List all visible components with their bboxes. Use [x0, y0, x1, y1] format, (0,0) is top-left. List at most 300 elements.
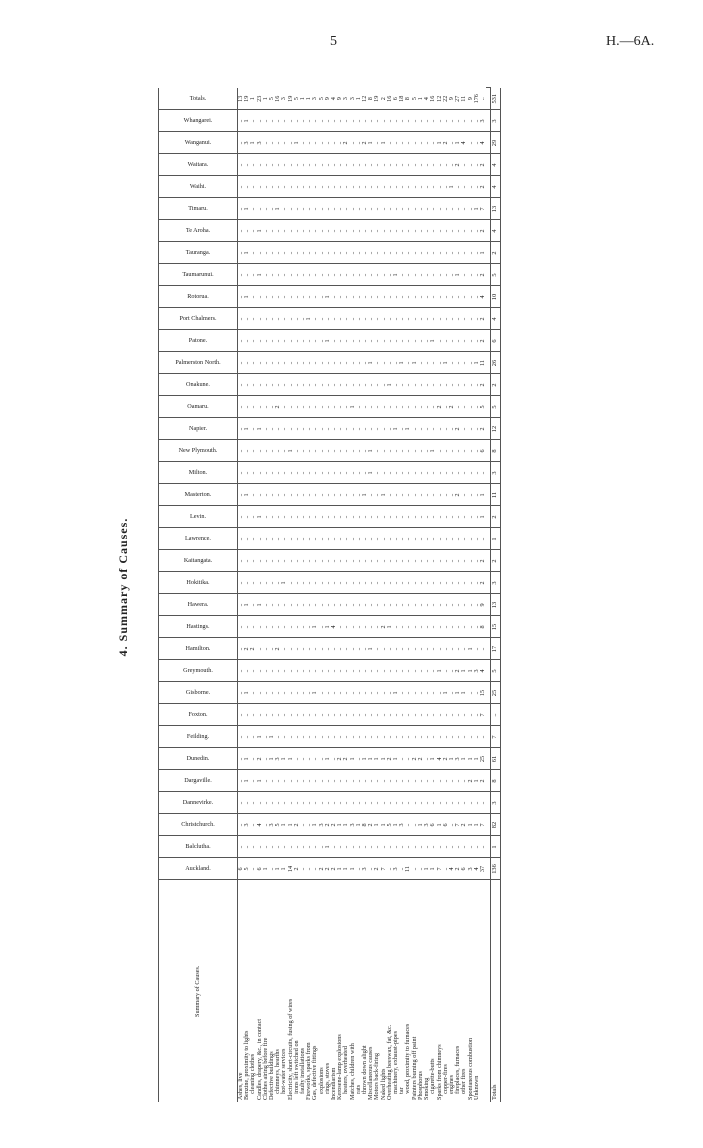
value-cell: ..: [424, 396, 430, 418]
value-cell: ..: [443, 858, 449, 880]
value-cell: ..: [387, 506, 393, 528]
cause-cell: Electricity, short-circuits, fusing of wires: [288, 880, 294, 1102]
value-cell: ..: [412, 682, 418, 704]
value-cell: ..: [250, 286, 256, 308]
value-cell: ..: [343, 220, 349, 242]
value-cell: ..: [238, 418, 245, 440]
value-cell: 2: [437, 396, 443, 418]
value-cell: ..: [269, 132, 275, 154]
value-cell: ..: [474, 374, 480, 396]
value-cell: ..: [325, 374, 331, 396]
value-cell: 3: [491, 110, 501, 132]
value-cell: ..: [281, 528, 287, 550]
value-cell: ..: [412, 506, 418, 528]
value-cell: ..: [343, 550, 349, 572]
value-cell: 2: [374, 858, 380, 880]
value-cell: ..: [250, 154, 256, 176]
value-cell: ..: [424, 660, 430, 682]
column-header-label: Timaru.: [188, 204, 208, 212]
value-cell: ..: [387, 836, 393, 858]
value-cell: ..: [449, 770, 455, 792]
value-cell: ..: [418, 638, 424, 660]
value-cell: ..: [319, 616, 325, 638]
value-cell: 1: [418, 88, 424, 110]
value-cell: 4: [257, 814, 263, 836]
value-cell: ..: [399, 176, 405, 198]
value-cell: ..: [362, 242, 368, 264]
cause-cell: hot-water services: [281, 880, 287, 1102]
value-cell: ..: [343, 616, 349, 638]
value-cell: 1: [350, 748, 356, 770]
value-cell: ..: [412, 286, 418, 308]
value-cell: 4: [474, 858, 480, 880]
value-cell: ..: [381, 198, 387, 220]
value-cell: ..: [337, 418, 343, 440]
value-cell: 11: [461, 88, 467, 110]
value-cell: 1: [325, 616, 331, 638]
value-cell: ..: [399, 616, 405, 638]
value-cell: ..: [306, 682, 312, 704]
value-cell: ..: [387, 440, 393, 462]
value-cell: ..: [387, 484, 393, 506]
value-cell: ..: [281, 660, 287, 682]
value-cell: ..: [418, 242, 424, 264]
value-cell: 4: [331, 616, 337, 638]
value-cell: ..: [468, 594, 474, 616]
value-cell: ..: [300, 726, 306, 748]
value-cell: ..: [461, 220, 467, 242]
value-cell: ..: [368, 198, 374, 220]
value-cell: 1: [468, 638, 474, 660]
value-cell: ..: [294, 638, 300, 660]
value-cell: 7: [480, 704, 486, 726]
value-cell: ..: [430, 198, 436, 220]
value-cell: ..: [337, 660, 343, 682]
value-cell: 1: [468, 748, 474, 770]
value-cell: ..: [281, 220, 287, 242]
value-cell: ..: [449, 484, 455, 506]
value-cell: ..: [461, 418, 467, 440]
value-cell: ..: [331, 682, 337, 704]
value-cell: ..: [238, 110, 245, 132]
value-cell: ..: [424, 110, 430, 132]
value-cell: ..: [449, 440, 455, 462]
value-cell: ..: [468, 572, 474, 594]
value-cell: ..: [362, 660, 368, 682]
column-header: [159, 132, 238, 154]
value-cell: 11: [405, 858, 411, 880]
value-cell: ..: [387, 154, 393, 176]
value-cell: 5: [269, 88, 275, 110]
value-cell: ..: [399, 748, 405, 770]
value-cell: 2: [455, 154, 461, 176]
value-cell: ..: [275, 308, 281, 330]
value-cell: ..: [300, 682, 306, 704]
value-cell: ..: [244, 176, 250, 198]
value-cell: ..: [288, 286, 294, 308]
value-cell: 5: [275, 814, 281, 836]
value-cell: ..: [350, 462, 356, 484]
value-cell: ..: [443, 220, 449, 242]
value-cell: ..: [325, 484, 331, 506]
value-cell: ..: [474, 132, 480, 154]
value-cell: ..: [294, 506, 300, 528]
value-cell: ..: [430, 506, 436, 528]
value-cell: ..: [461, 330, 467, 352]
value-cell: ..: [412, 220, 418, 242]
value-cell: ..: [387, 550, 393, 572]
value-cell: ..: [418, 176, 424, 198]
cause-cell: chimneys, hearths: [275, 880, 281, 1102]
value-cell: ..: [281, 550, 287, 572]
column-header: [159, 506, 238, 528]
value-cell: ..: [306, 726, 312, 748]
value-cell: ..: [319, 770, 325, 792]
value-cell: 2: [480, 176, 486, 198]
value-cell: ..: [288, 176, 294, 198]
value-cell: ..: [393, 352, 399, 374]
value-cell: ..: [350, 308, 356, 330]
value-cell: ..: [281, 440, 287, 462]
value-cell: ..: [250, 506, 256, 528]
value-cell: ..: [449, 682, 455, 704]
value-cell: ..: [306, 814, 312, 836]
value-cell: ..: [449, 264, 455, 286]
value-cell: ..: [412, 792, 418, 814]
value-cell: ..: [412, 264, 418, 286]
value-cell: 5: [491, 660, 501, 682]
value-cell: ..: [405, 396, 411, 418]
value-cell: 7: [480, 814, 486, 836]
column-header: [159, 286, 238, 308]
value-cell: ..: [455, 440, 461, 462]
value-cell: ..: [257, 616, 263, 638]
value-cell: 1: [257, 264, 263, 286]
value-cell: ..: [399, 858, 405, 880]
value-cell: ..: [244, 792, 250, 814]
value-cell: ..: [343, 462, 349, 484]
value-cell: ..: [412, 330, 418, 352]
value-cell: ..: [437, 418, 443, 440]
cause-cell: cigarette-butts: [430, 880, 436, 1102]
value-cell: ..: [337, 616, 343, 638]
value-cell: ..: [412, 396, 418, 418]
value-cell: 5: [491, 264, 501, 286]
value-cell: ..: [250, 770, 256, 792]
value-cell: ..: [455, 704, 461, 726]
value-cell: ..: [387, 572, 393, 594]
value-cell: 1: [244, 682, 250, 704]
value-cell: ..: [275, 418, 281, 440]
value-cell: ..: [468, 528, 474, 550]
value-cell: ..: [250, 374, 256, 396]
value-cell: 6: [461, 858, 467, 880]
value-cell: ..: [288, 462, 294, 484]
value-cell: ..: [418, 616, 424, 638]
value-cell: ..: [437, 638, 443, 660]
value-cell: ..: [312, 330, 318, 352]
column-header: [159, 726, 238, 748]
value-cell: ..: [374, 836, 380, 858]
value-cell: ..: [412, 132, 418, 154]
value-cell: ..: [269, 352, 275, 374]
value-cell: ..: [362, 528, 368, 550]
value-cell: ..: [381, 660, 387, 682]
value-cell: ..: [257, 682, 263, 704]
value-cell: ..: [281, 396, 287, 418]
value-cell: ..: [250, 682, 256, 704]
cause-cell: irons left switched on: [294, 880, 300, 1102]
value-cell: ..: [250, 110, 256, 132]
value-cell: ..: [418, 374, 424, 396]
value-cell: ..: [424, 638, 430, 660]
value-cell: ..: [424, 330, 430, 352]
value-cell: ..: [393, 770, 399, 792]
value-cell: ..: [319, 242, 325, 264]
value-cell: ..: [269, 418, 275, 440]
value-cell: ..: [300, 814, 306, 836]
value-cell: 2: [257, 748, 263, 770]
value-cell: ..: [468, 110, 474, 132]
value-cell: ..: [312, 396, 318, 418]
value-cell: ..: [238, 528, 245, 550]
value-cell: ..: [356, 660, 362, 682]
value-cell: ..: [393, 726, 399, 748]
value-cell: 4: [437, 748, 443, 770]
value-cell: ..: [455, 110, 461, 132]
value-cell: ..: [405, 572, 411, 594]
value-cell: ..: [306, 858, 312, 880]
value-cell: ..: [405, 660, 411, 682]
value-cell: ..: [294, 264, 300, 286]
value-cell: 1: [468, 660, 474, 682]
value-cell: ..: [405, 616, 411, 638]
value-cell: ..: [430, 704, 436, 726]
value-cell: ..: [418, 286, 424, 308]
value-cell: ..: [238, 682, 245, 704]
value-cell: 3: [480, 110, 486, 132]
value-cell: 1: [393, 748, 399, 770]
value-cell: ..: [356, 396, 362, 418]
value-cell: ..: [337, 154, 343, 176]
value-cell: ..: [288, 792, 294, 814]
value-cell: ..: [331, 330, 337, 352]
value-cell: ..: [449, 418, 455, 440]
value-cell: ..: [362, 616, 368, 638]
value-cell: ..: [337, 462, 343, 484]
value-cell: ..: [368, 594, 374, 616]
value-cell: ..: [368, 286, 374, 308]
value-cell: 1: [443, 682, 449, 704]
value-cell: 1: [356, 814, 362, 836]
value-cell: ..: [443, 638, 449, 660]
value-cell: ..: [362, 704, 368, 726]
value-cell: ..: [294, 462, 300, 484]
value-cell: ..: [312, 770, 318, 792]
value-cell: ..: [275, 110, 281, 132]
value-cell: ..: [399, 770, 405, 792]
value-cell: ..: [430, 154, 436, 176]
value-cell: 1: [381, 484, 387, 506]
value-cell: ..: [300, 550, 306, 572]
value-cell: 2: [480, 264, 486, 286]
summary-of-causes-table: [158, 88, 501, 1103]
value-cell: 9: [449, 88, 455, 110]
value-cell: ..: [257, 308, 263, 330]
value-cell: ..: [393, 550, 399, 572]
value-cell: ..: [269, 792, 275, 814]
value-cell: ..: [430, 616, 436, 638]
value-cell: 8: [405, 88, 411, 110]
value-cell: ..: [250, 660, 256, 682]
value-cell: ..: [319, 352, 325, 374]
value-cell: ..: [312, 110, 318, 132]
value-cell: ..: [437, 110, 443, 132]
cause-cell: rats: [356, 880, 362, 1102]
value-cell: 1: [461, 660, 467, 682]
value-cell: ..: [300, 154, 306, 176]
value-cell: ..: [269, 682, 275, 704]
value-cell: ..: [443, 792, 449, 814]
value-cell: 6: [238, 858, 245, 880]
column-header: [159, 704, 238, 726]
cause-cell: faulty installations: [300, 880, 306, 1102]
value-cell: ..: [300, 132, 306, 154]
value-cell: 2: [480, 154, 486, 176]
value-cell: ..: [449, 220, 455, 242]
value-cell: ..: [238, 330, 245, 352]
value-cell: ..: [387, 308, 393, 330]
column-header: [159, 792, 238, 814]
value-cell: ..: [418, 682, 424, 704]
value-cell: ..: [381, 836, 387, 858]
value-cell: ..: [281, 132, 287, 154]
value-cell: ..: [312, 704, 318, 726]
value-cell: ..: [275, 550, 281, 572]
value-cell: ..: [263, 308, 269, 330]
value-cell: ..: [381, 330, 387, 352]
value-cell: ..: [306, 330, 312, 352]
value-cell: ..: [337, 726, 343, 748]
value-cell: ..: [449, 660, 455, 682]
value-cell: ..: [387, 396, 393, 418]
value-cell: ..: [269, 396, 275, 418]
column-header-label: Gisborne.: [185, 688, 211, 696]
value-cell: ..: [269, 242, 275, 264]
column-header: [159, 330, 238, 352]
value-cell: ..: [281, 242, 287, 264]
value-cell: ..: [244, 616, 250, 638]
value-cell: ..: [418, 110, 424, 132]
value-cell: ..: [374, 638, 380, 660]
value-cell: 1: [443, 352, 449, 374]
value-cell: 531: [491, 88, 501, 110]
value-cell: ..: [331, 308, 337, 330]
value-cell: ..: [437, 484, 443, 506]
value-cell: ..: [399, 528, 405, 550]
value-cell: ..: [393, 110, 399, 132]
value-cell: ..: [331, 748, 337, 770]
value-cell: ..: [387, 638, 393, 660]
cause-cell: Fireworks, sparks from: [306, 880, 312, 1102]
value-cell: ..: [405, 220, 411, 242]
value-cell: ..: [443, 770, 449, 792]
value-cell: ..: [319, 506, 325, 528]
value-cell: 2: [480, 220, 486, 242]
value-cell: 23: [257, 88, 263, 110]
value-cell: ..: [337, 484, 343, 506]
value-cell: ..: [437, 352, 443, 374]
value-cell: ..: [368, 858, 374, 880]
value-cell: ..: [474, 264, 480, 286]
value-cell: ..: [275, 154, 281, 176]
value-cell: ..: [238, 704, 245, 726]
value-cell: ..: [257, 836, 263, 858]
value-cell: ..: [449, 506, 455, 528]
value-cell: ..: [374, 154, 380, 176]
value-cell: ..: [468, 440, 474, 462]
value-cell: ..: [300, 264, 306, 286]
value-cell: 8: [368, 88, 374, 110]
value-cell: ..: [250, 440, 256, 462]
value-cell: 1: [474, 198, 480, 220]
value-cell: ..: [374, 616, 380, 638]
column-header-label: Patone.: [188, 336, 208, 344]
value-cell: ..: [244, 264, 250, 286]
value-cell: ..: [362, 462, 368, 484]
value-cell: ..: [250, 484, 256, 506]
value-cell: ..: [474, 528, 480, 550]
value-cell: ..: [281, 286, 287, 308]
column-header-label: Auckland.: [185, 864, 211, 872]
value-cell: ..: [244, 220, 250, 242]
value-cell: 1: [461, 682, 467, 704]
value-cell: ..: [288, 374, 294, 396]
value-cell: ..: [337, 352, 343, 374]
value-cell: ..: [430, 176, 436, 198]
value-cell: ..: [418, 660, 424, 682]
value-cell: ..: [350, 682, 356, 704]
value-cell: ..: [250, 836, 256, 858]
value-cell: ..: [430, 264, 436, 286]
value-cell: ..: [300, 506, 306, 528]
value-cell: ..: [250, 748, 256, 770]
value-cell: ..: [474, 836, 480, 858]
value-cell: ..: [294, 484, 300, 506]
value-cell: ..: [257, 440, 263, 462]
value-cell: ..: [356, 682, 362, 704]
value-cell: ..: [424, 682, 430, 704]
value-cell: 1: [275, 858, 281, 880]
column-header-label: Waitara.: [187, 160, 209, 168]
value-cell: ..: [281, 726, 287, 748]
value-cell: 1: [491, 528, 501, 550]
value-cell: ..: [437, 616, 443, 638]
value-cell: ..: [263, 572, 269, 594]
value-cell: ..: [468, 308, 474, 330]
cause-cell: Clothes airing before fire: [263, 880, 269, 1102]
value-cell: ..: [263, 198, 269, 220]
value-cell: ..: [412, 858, 418, 880]
value-cell: ..: [362, 308, 368, 330]
value-cell: ..: [257, 374, 263, 396]
value-cell: ..: [337, 396, 343, 418]
column-header-label: Levin.: [190, 512, 206, 520]
column-header-label: Napier.: [188, 424, 208, 432]
value-cell: ..: [356, 836, 362, 858]
value-cell: 1: [263, 858, 269, 880]
value-cell: ..: [275, 660, 281, 682]
